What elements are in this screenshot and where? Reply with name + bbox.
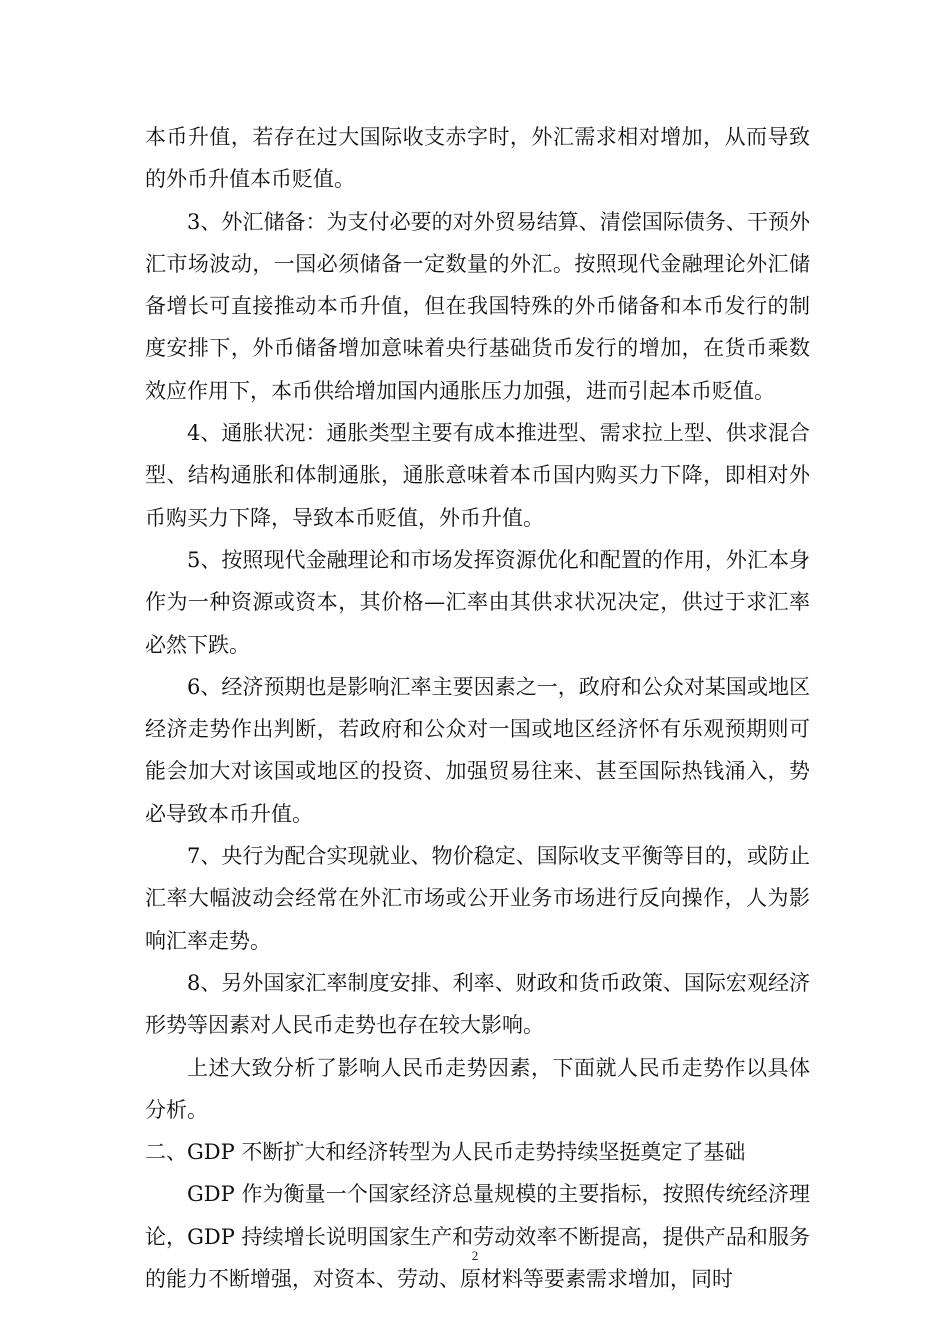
section-heading: 二、GDP 不断扩大和经济转型为人民币走势持续坚挺奠定了基础 [145, 1140, 746, 1165]
paragraph-4: 5、按照现代金融理论和市场发挥资源优化和配置的作用，外汇本身作为一种资源或资本，其价格—汇率由其供求状况决定，供过于求汇率必然下跌。 [145, 547, 810, 657]
paragraph-8: 上述大致分析了影响人民币走势因素，下面就人民币走势作以具体分析。 [145, 1055, 810, 1122]
paragraph-9: GDP 作为衡量一个国家经济总量规模的主要指标，按照传统经济理论，GDP 持续增长说明国家生产和劳动效率不断提高，提供产品和服务的能力不断增强，对资本、劳动、原材料等要素需求增加，同时 [145, 1182, 810, 1292]
paragraph-5: 6、经济预期也是影响汇率主要因素之一，政府和公众对某国或地区经济走势作出判断，若政府和公众对一国或地区经济怀有乐观预期则可能会加大对该国或地区的投资、加强贸易往来、甚至国际热钱涌入，势必导致本币升值。 [145, 674, 810, 826]
paragraph-6: 7、央行为配合实现就业、物价稳定、国际收支平衡等目的，或防止汇率大幅波动会经常在外汇市场或公开业务市场进行反向操作，人为影响汇率走势。 [145, 844, 810, 953]
paragraph-2: 3、外汇储备：为支付必要的对外贸易结算、清偿国际债务、干预外汇市场波动，一国必须储备一定数量的外汇。按照现代金融理论外汇储备增长可直接推动本币升值，但在我国特殊的外币储备和本币发行的制度安排下，外币储备增加意味着央行基础货币发行的增加，在货币乘数效应作用下，本币供给增加国内通胀压力加强，进而引起本币贬值。 [145, 209, 810, 403]
paragraph-7: 8、另外国家汇率制度安排、利率、财政和货币政策、国际宏观经济形势等因素对人民币走势也存在较大影响。 [145, 970, 810, 1038]
page-number: 2 [471, 1248, 479, 1263]
paragraph-3: 4、通胀状况：通胀类型主要有成本推进型、需求拉上型、供求混合型、结构通胀和体制通胀，通胀意味着本币国内购买力下降，即相对外币购买力下降，导致本币贬值，外币升值。 [145, 421, 810, 530]
paragraph-1: 本币升值，若存在过大国际收支赤字时，外汇需求相对增加，从而导致的外币升值本币贬值。 [145, 125, 810, 192]
body-text [145, 116, 810, 1300]
